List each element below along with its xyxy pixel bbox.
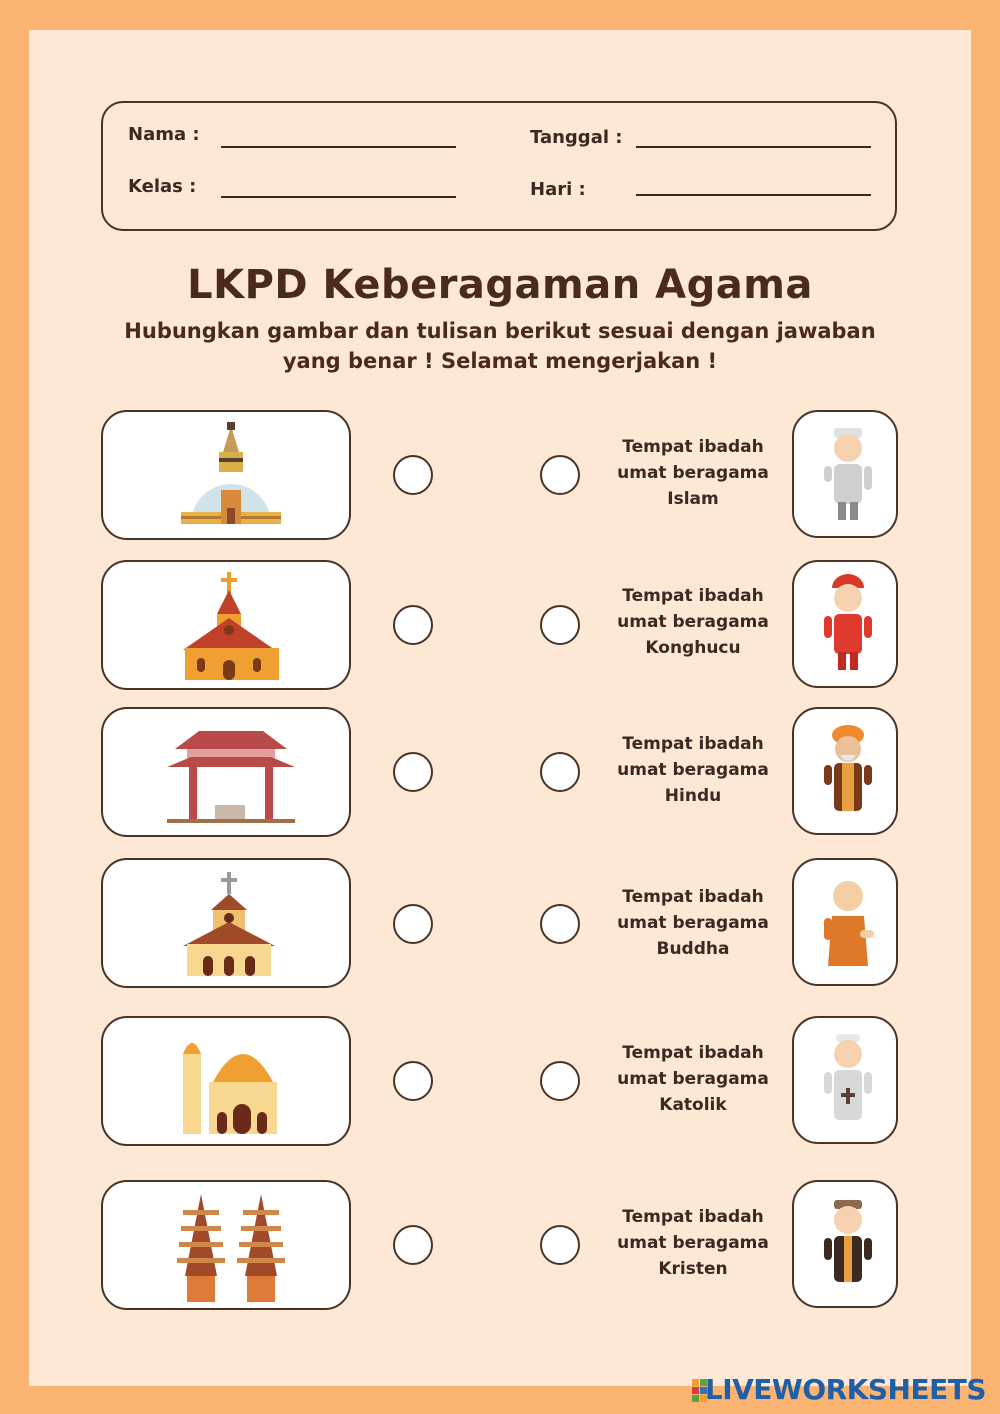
building-card-2[interactable]	[101, 560, 351, 690]
name-label: Nama :	[128, 124, 200, 145]
mosque-icon	[103, 1018, 353, 1148]
connector-dot-left-6[interactable]	[393, 1225, 433, 1265]
desc-line: umat beragama	[617, 612, 769, 632]
instruction-line-1: Hubungkan gambar dan tulisan berikut sesuai dengan jawaban	[124, 319, 876, 343]
desc-line: umat beragama	[617, 760, 769, 780]
day-field[interactable]	[636, 194, 871, 196]
pastor-person-icon	[794, 1182, 900, 1310]
monk-person-icon	[794, 860, 900, 988]
person-card-3[interactable]	[792, 707, 898, 835]
connector-dot-left-4[interactable]	[393, 904, 433, 944]
date-field[interactable]	[636, 146, 871, 148]
connector-dot-right-2[interactable]	[540, 605, 580, 645]
building-card-1[interactable]	[101, 410, 351, 540]
stupa-icon	[103, 412, 353, 542]
instruction-line-2: yang benar ! Selamat mengerjakan !	[282, 349, 718, 373]
building-card-3[interactable]	[101, 707, 351, 837]
liveworksheets-brand[interactable]: LIVEWORKSHEETS	[704, 1373, 986, 1406]
church-icon	[103, 860, 353, 990]
connector-dot-right-1[interactable]	[540, 455, 580, 495]
religion-description-1	[612, 434, 774, 512]
connector-dot-right-6[interactable]	[540, 1225, 580, 1265]
klenteng-icon	[103, 709, 353, 839]
priest-person-icon	[794, 1018, 900, 1146]
religion-description-4	[612, 884, 774, 962]
class-label: Kelas :	[128, 176, 197, 197]
person-card-4[interactable]	[792, 858, 898, 986]
instructions	[100, 316, 900, 376]
desc-line: umat beragama	[617, 913, 769, 933]
religion-name: Katolik	[659, 1095, 727, 1115]
desc-line: Tempat ibadah	[622, 734, 764, 754]
religion-description-5	[612, 1040, 774, 1118]
day-label: Hari :	[530, 179, 586, 200]
name-field[interactable]	[221, 146, 456, 148]
religion-name: Hindu	[664, 786, 722, 806]
desc-line: Tempat ibadah	[622, 586, 764, 606]
muslim-person-icon	[794, 412, 900, 540]
connector-dot-right-5[interactable]	[540, 1061, 580, 1101]
connector-dot-left-5[interactable]	[393, 1061, 433, 1101]
building-card-4[interactable]	[101, 858, 351, 988]
pura-icon	[103, 1182, 353, 1312]
connector-dot-left-2[interactable]	[393, 605, 433, 645]
person-card-5[interactable]	[792, 1016, 898, 1144]
religion-name: Buddha	[656, 939, 730, 959]
connector-dot-right-3[interactable]	[540, 752, 580, 792]
desc-line: Tempat ibadah	[622, 1043, 764, 1063]
person-card-6[interactable]	[792, 1180, 898, 1308]
cathedral-icon	[103, 562, 353, 692]
desc-line: Tempat ibadah	[622, 437, 764, 457]
desc-line: umat beragama	[617, 1233, 769, 1253]
hindu-person-icon	[794, 709, 900, 837]
connector-dot-right-4[interactable]	[540, 904, 580, 944]
religion-name: Konghucu	[645, 638, 741, 658]
connector-dot-left-3[interactable]	[393, 752, 433, 792]
desc-line: Tempat ibadah	[622, 1207, 764, 1227]
religion-description-6	[612, 1204, 774, 1282]
desc-line: Tempat ibadah	[622, 887, 764, 907]
page-title: LKPD Keberagaman Agama	[187, 262, 813, 308]
connector-dot-left-1[interactable]	[393, 455, 433, 495]
desc-line: umat beragama	[617, 463, 769, 483]
confucian-person-icon	[794, 562, 900, 690]
date-label: Tanggal :	[530, 127, 623, 148]
person-card-1[interactable]	[792, 410, 898, 538]
building-card-6[interactable]	[101, 1180, 351, 1310]
religion-description-3	[612, 731, 774, 809]
student-info-box	[101, 101, 897, 231]
building-card-5[interactable]	[101, 1016, 351, 1146]
religion-name: Kristen	[658, 1259, 728, 1279]
desc-line: umat beragama	[617, 1069, 769, 1089]
religion-name: Islam	[667, 489, 719, 509]
religion-description-2	[612, 583, 774, 661]
class-field[interactable]	[221, 196, 456, 198]
person-card-2[interactable]	[792, 560, 898, 688]
